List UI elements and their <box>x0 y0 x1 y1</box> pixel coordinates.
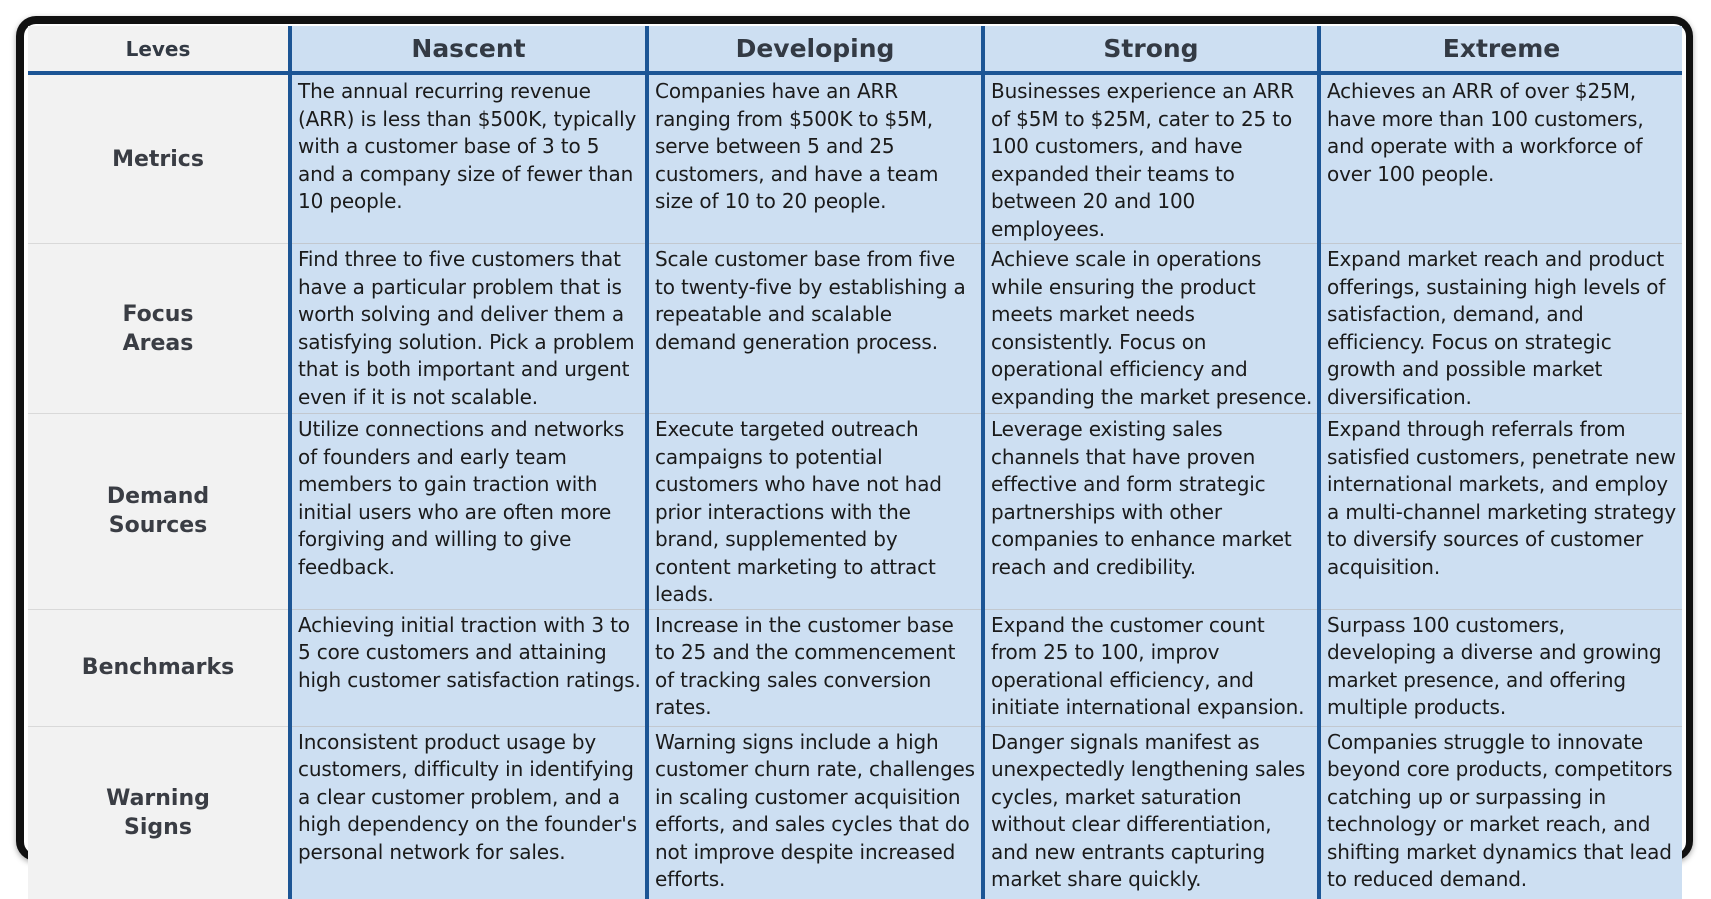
cell-warning-signs-nascent: Inconsistent product usage by customers, difficulty in identifying a clear customer problem, and a high dependency on the founder's personal network for sales. <box>290 726 647 899</box>
cell-focus-areas-strong: Achieve scale in operations while ensuring the product meets market needs consistently. Focus on operational efficiency and expanding the market presence. <box>983 244 1319 414</box>
column-header-nascent: Nascent <box>290 26 647 73</box>
cell-benchmarks-nascent: Achieving initial traction with 3 to 5 core customers and attaining high customer satisfaction ratings. <box>290 609 647 726</box>
cell-warning-signs-extreme: Companies struggle to innovate beyond core products, competitors catching up or surpassing in technology or market reach, and shifting market dynamics that lead to reduced demand. <box>1319 726 1682 899</box>
cell-metrics-nascent: The annual recurring revenue (ARR) is less than $500K, typically with a customer base of 3 to 5 and a company size of fewer than 10 people. <box>290 73 647 244</box>
cell-focus-areas-nascent: Find three to five customers that have a particular problem that is worth solving and deliver them a satisfying solution. Pick a problem that is both important and urgent even if it is not scalable. <box>290 244 647 414</box>
table-row-benchmarks <box>28 609 1682 726</box>
maturity-table <box>28 26 1682 899</box>
header-row <box>28 26 1682 73</box>
row-label-focus-areas: Focus Areas <box>28 244 290 414</box>
row-label-metrics: Metrics <box>28 73 290 244</box>
cell-demand-sources-strong: Leverage existing sales channels that have proven effective and form strategic partnerships with other companies to enhance market reach and credibility. <box>983 414 1319 610</box>
cell-demand-sources-nascent: Utilize connections and networks of founders and early team members to gain traction with initial users who are often more forgiving and willing to give feedback. <box>290 414 647 610</box>
levels-header: Leves <box>28 26 290 73</box>
cell-focus-areas-extreme: Expand market reach and product offerings, sustaining high levels of satisfaction, demand, and efficiency. Focus on strategic growth and possible market diversification. <box>1319 244 1682 414</box>
table-row-metrics <box>28 73 1682 244</box>
cell-benchmarks-extreme: Surpass 100 customers, developing a diverse and growing market presence, and offering multiple products. <box>1319 609 1682 726</box>
table-panel <box>24 24 1686 891</box>
cell-focus-areas-developing: Scale customer base from five to twenty-five by establishing a repeatable and scalable demand generation process. <box>647 244 983 414</box>
cell-demand-sources-developing: Execute targeted outreach campaigns to potential customers who have not had prior interactions with the brand, supplemented by content marketing to attract leads. <box>647 414 983 610</box>
cell-benchmarks-strong: Expand the customer count from 25 to 100, improv operational efficiency, and initiate international expansion. <box>983 609 1319 726</box>
column-header-extreme: Extreme <box>1319 26 1682 73</box>
cell-metrics-developing: Companies have an ARR ranging from $500K to $5M, serve between 5 and 25 customers, and have a team size of 10 to 20 people. <box>647 73 983 244</box>
column-header-developing: Developing <box>647 26 983 73</box>
table-row-demand-sources <box>28 414 1682 610</box>
row-label-benchmarks: Benchmarks <box>28 609 290 726</box>
cell-metrics-extreme: Achieves an ARR of over $25M, have more than 100 customers, and operate with a workforce of over 100 people. <box>1319 73 1682 244</box>
cell-metrics-strong: Businesses experience an ARR of $5M to $25M, cater to 25 to 100 customers, and have expanded their teams to between 20 and 100 employees. <box>983 73 1319 244</box>
cell-demand-sources-extreme: Expand through referrals from satisfied customers, penetrate new international markets, and employ a multi-channel marketing strategy to diversify sources of customer acquisition. <box>1319 414 1682 610</box>
cell-warning-signs-strong: Danger signals manifest as unexpectedly lengthening sales cycles, market saturation without clear differentiation, and new entrants capturing market share quickly. <box>983 726 1319 899</box>
row-label-warning-signs: Warning Signs <box>28 726 290 899</box>
row-label-demand-sources: Demand Sources <box>28 414 290 610</box>
cell-benchmarks-developing: Increase in the customer base to 25 and the commencement of tracking sales conversion rates. <box>647 609 983 726</box>
table-row-focus-areas <box>28 244 1682 414</box>
cell-warning-signs-developing: Warning signs include a high customer churn rate, challenges in scaling customer acquisition efforts, and sales cycles that do not improve despite increased efforts. <box>647 726 983 899</box>
table-row-warning-signs <box>28 726 1682 899</box>
column-header-strong: Strong <box>983 26 1319 73</box>
